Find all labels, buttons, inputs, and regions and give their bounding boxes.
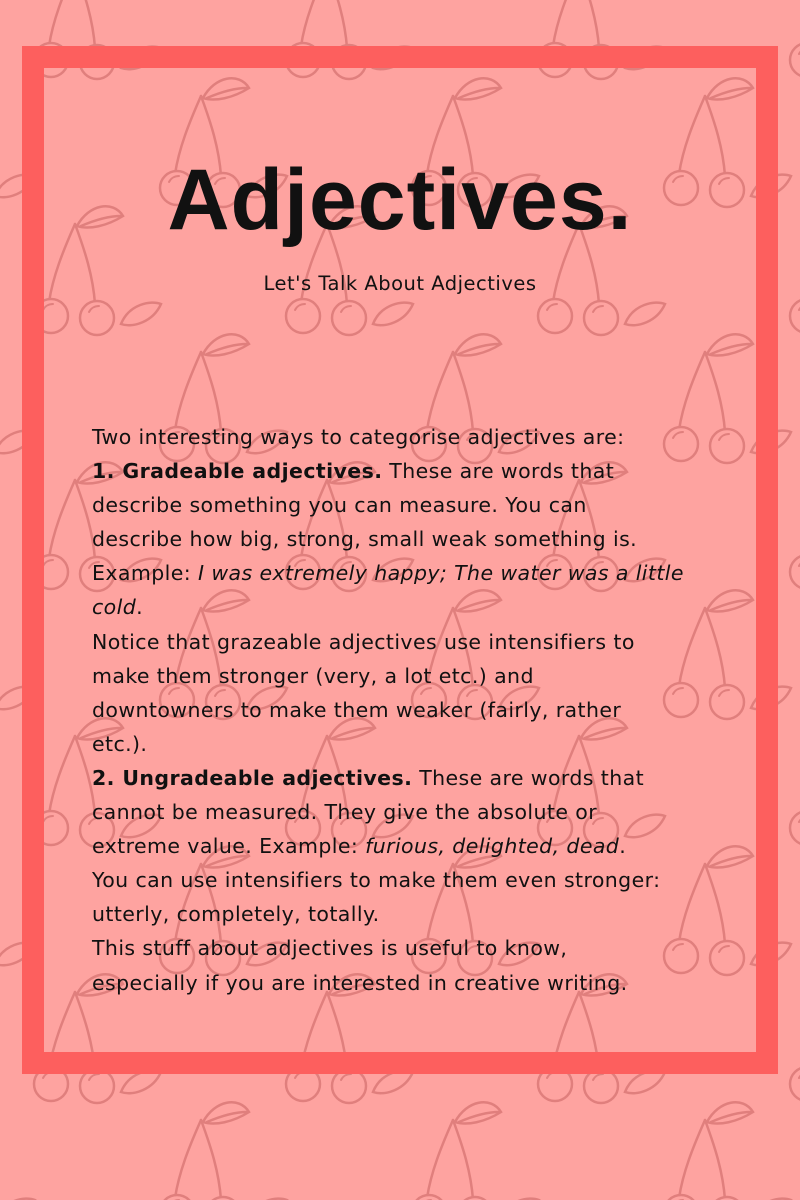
cherry-icon: [664, 1102, 753, 1200]
gradeable-example-line-2: cold.: [92, 595, 144, 620]
page-subtitle: Let's Talk About Adjectives: [263, 272, 537, 295]
gradeable-line-2: describe something you can measure. You can: [92, 493, 587, 518]
ungradeable-line-1: 2. Ungradeable adjectives. These are words that: [92, 765, 645, 790]
page-title: Adjectives.: [167, 152, 633, 248]
gradeable-example: I was extremely happy; The water was a little: [197, 561, 684, 586]
ungradeable-line-3: extreme value. Example: furious, delighted, dead.: [92, 834, 627, 859]
body-text: [92, 420, 732, 1000]
cherry-icon: [790, 462, 800, 591]
gradeable-line-3: describe how big, strong, small weak something is.: [92, 527, 638, 552]
ungradeable-line-2: cannot be measured. They give the absolute or: [92, 800, 598, 825]
ungradeable-example: furious, delighted, dead: [365, 834, 620, 859]
cherry-icon: [790, 0, 800, 79]
closing-line-1: This stuff about adjectives is useful to know,: [92, 936, 568, 961]
cherry-icon: [160, 1102, 249, 1200]
gradeable-note-2: make them stronger (very, a lot etc.) and: [92, 663, 534, 688]
gradeable-note-4: etc.).: [92, 731, 148, 756]
gradeable-note-1: Notice that grazeable adjectives use intensifiers to: [92, 629, 635, 654]
closing-line-2: especially if you are interested in creative writing.: [92, 970, 628, 995]
gradeable-example-line: Example: I was extremely happy; The water was a little: [92, 561, 684, 586]
intro-line: Two interesting ways to categorise adjectives are:: [92, 425, 625, 449]
ungradeable-note-2: utterly, completely, totally.: [92, 902, 380, 927]
gradeable-note-3: downtowners to make them weaker (fairly, rather: [92, 697, 622, 722]
ungradeable-note-1: You can use intensifiers to make them even stronger:: [92, 868, 661, 893]
cherry-icon: [790, 974, 800, 1103]
gradeable-line-1: 1. Gradeable adjectives. These are words that: [92, 459, 615, 484]
ungradeable-heading: 2. Ungradeable adjectives.: [92, 765, 413, 790]
cherry-icon: [412, 1102, 501, 1200]
cherry-icon: [790, 718, 800, 847]
gradeable-heading: 1. Gradeable adjectives.: [92, 459, 383, 484]
